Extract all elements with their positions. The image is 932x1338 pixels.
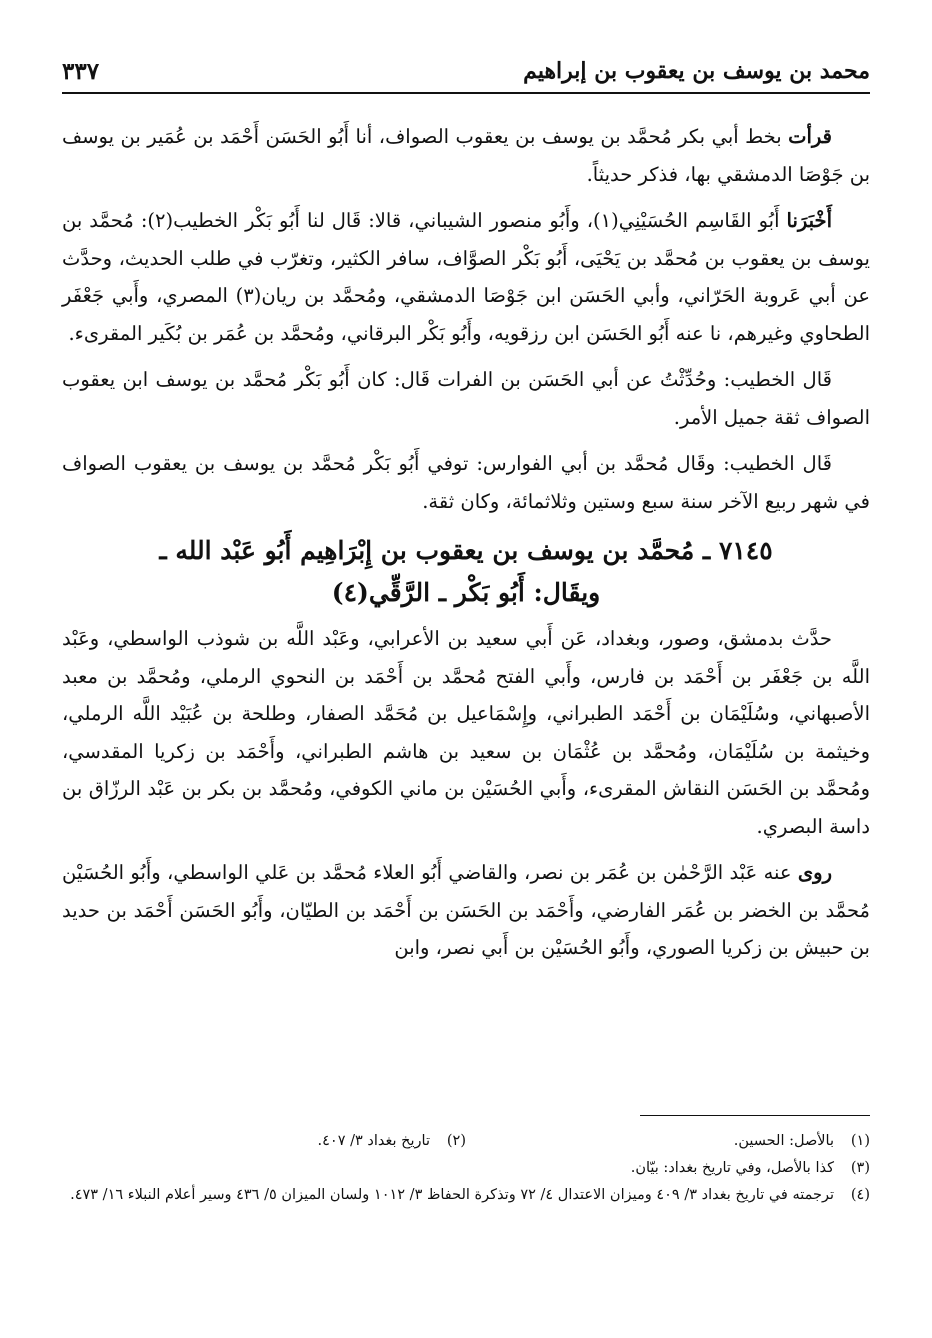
paragraph-lead-word: روى [797,861,832,884]
entry-heading [62,530,870,614]
page-number: ٣٣٧ [62,58,100,85]
paragraph-text: أَبُو القَاسِم الحُسَيْنِي(١)، وأَبُو منصور الشيباني، قالا: قَال لنا أَبُو بَكْر الخطيب(٢): مُحمَّد بن يوسف بن يعقوب بن مُحمَّد بن يَحْيَى، أَبُو بَكْر الصوَّاف، سافر الكثير، وتغرّب في طلب الحديث، وحدَّث عن أبي عَروبة الحَرّاني، وأبي الحَسَن ابن جَوْصَا الدمشقي، ومُحمَّد بن ريان(٣) المصري، وأَبي جَعْفَر الطحاوي وغيرهم، نا عنه أَبُو الحَسَن ابن رزقويه، وأَبُو بَكْر البرقاني، ومُحمَّد بن عُمَر بن بُكَير المقرىء. [62,209,870,345]
footnote-text: ترجمته في تاريخ بغداد ٣/ ٤٠٩ وميزان الاعتدال ٤/ ٧٢ وتذكرة الحفاظ ٣/ ١٠١٢ ولسان الميزان ٥/ ٤٣٦ وسير أعلام النبلاء ١٦/ ٤٧٣. [70,1187,834,1203]
paragraph-3 [62,361,870,436]
footnote-marker: (٢) [446,1133,466,1149]
footnote-4 [62,1182,870,1209]
page-header [62,56,870,94]
paragraph-lead-word: قرأت [788,125,832,148]
footnote-divider [640,1115,870,1116]
paragraph-text: قَال الخطيب: وحُدِّثْتُ عن أبي الحَسَن بن الفرات قَال: كان أَبُو بَكْر مُحمَّد بن يوسف ابن يعقوب الصواف ثقة جميل الأمر. [62,368,870,429]
footnote-text: تاريخ بغداد ٣/ ٤٠٧. [317,1133,430,1149]
footnote-marker: (١) [850,1133,870,1149]
footnote-row [62,1128,870,1155]
paragraph-text: عنه عَبْد الرَّحْمٰن بن عُمَر بن نصر، والقاضي أَبُو العلاء مُحمَّد بن عَلي الواسطي، وأَبُو الحُسَيْن مُحمَّد بن الخضر بن عُمَر الفارضي، وأَحْمَد بن الحَسَن بن أَحْمَد بن الطيّان، وأَبُو الحَسَن أَحْمَد بن حديد بن حبيش بن زكريا الصوري، وأَبُو الحُسَيْن بن أَبي نصر، وابن [62,861,870,959]
paragraph-5 [62,620,870,845]
footnote-marker: (٤) [850,1187,870,1203]
footnote-row [62,1182,870,1209]
footnote-marker: (٣) [850,1160,870,1176]
footnote-3 [62,1155,870,1182]
paragraph-4 [62,445,870,520]
entry-heading-line-2: ويقَال: أَبُو بَكْر ـ الرَّقِّي(٤) [331,578,601,607]
footnotes [62,1128,870,1209]
running-head: محمد بن يوسف بن يعقوب بن إبراهيم [523,58,870,84]
paragraph-6 [62,854,870,967]
footnote-row [62,1155,870,1182]
paragraph-text: حدَّث بدمشق، وصور، وبغداد، عَن أَبي سعيد بن الأعرابي، وعَبْد اللَّه بن شوذب الواسطي، وعَبْد اللَّه بن جَعْفَر بن أَحْمَد بن فارس، وأَبي الفتح مُحمَّد بن أَحْمَد بن النحوي الرملي، ومُحمَّد بن معبد الأصبهاني، وسُلَيْمَان بن أَحْمَد الطبراني، وإِسْمَاعيل بن مُحَمَّد الصفار، وطلحة بن عُبَيْد اللَّه الرملي، وخيثمة بن سُلَيْمَان، ومُحمَّد بن عُثْمَان بن سعيد بن هاشم الطبراني، وأَحْمَد بن زكريا المقدسي، ومُحمَّد بن الحَسَن النقاش المقرىء، وأَبي الحُسَيْن بن ماني الكوفي، ومُحمَّد بن بكر بن عَبْد الرزّاق بن داسة البصري. [62,627,870,838]
footnote-text: كذا بالأصل، وفي تاريخ بغداد: بيّان. [630,1160,834,1176]
paragraph-text: قَال الخطيب: وقَال مُحمَّد بن أبي الفوارس: توفي أَبُو بَكْر مُحمَّد بن يوسف بن يعقوب الصواف في شهر ربيع الآخر سنة سبع وستين وثلاثمائة، وكان ثقة. [62,452,870,513]
footnote-1 [466,1128,870,1155]
paragraph-1 [62,118,870,193]
main-text [62,118,870,976]
footnote-2 [62,1128,466,1155]
paragraph-2 [62,202,870,352]
paragraph-lead-word: أَخْبَرَنا [786,209,832,232]
paragraph-text: بخط أبي بكر مُحمَّد بن يوسف بن يعقوب الصواف، أنا أَبُو الحَسَن أَحْمَد بن عُمَير بن يوسف بن جَوْصَا الدمشقي بها، فذكر حديثاً. [62,125,870,186]
footnote-text: بالأصل: الحسين. [733,1133,834,1149]
entry-heading-line-1: ٧١٤٥ ـ مُحمَّد بن يوسف بن يعقوب بن إِبْرَاهِيم أَبُو عَبْد الله ـ [159,536,773,565]
